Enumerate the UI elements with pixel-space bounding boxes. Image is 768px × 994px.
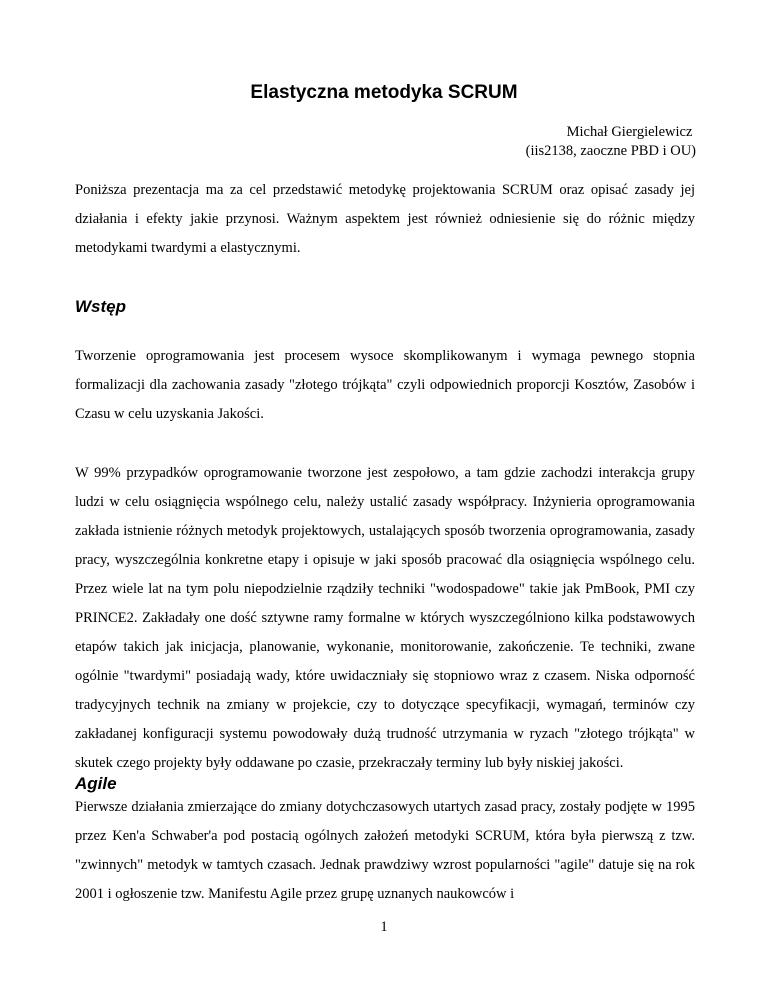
- document-title: Elastyczna metodyka SCRUM: [250, 82, 518, 103]
- wstep-paragraph-2: W 99% przypadków oprogramowanie tworzone jest zespołowo, a tam gdzie zachodzi interakcja grupy ludzi w celu osiągnięcia wspólnego celu, należy ustalić zasady współpracy. Inżynieria oprogramowania zakłada istnienie różnych metodyk projektowych, ustalających sposób tworzenia oprogramowania, zasady pracy, wyszczególnia konkretne etapy i opisuje w jaki sposób pracować dla osiągnięcia wspólnego celu. Przez wiele lat na tym polu niepodzielnie rządziły techniki "wodospadowe" takie jak PmBook, PMI czy PRINCE2. Zakładały one dość sztywne ramy formalne w których wyszczególniono kilka podstawowych etapów takich jak inicjacja, planowanie, wykonanie, monitorowanie, zakończenie. Te techniki, zwane ogólnie "twardymi" posiadają wady, które uwidaczniały się stopniowo wraz z czasem. Niska odporność tradycyjnych technik na zmiany w projekcie, czy to dotyczące specyfikacji, wymagań, terminów czy zakładanej konfiguracji systemu powodowały dużą trudność utrzymania w ryzach "złotego trójkąta" w skutek czego projekty były oddawane po czasie, przekraczały terminy lub były niskiej jakości.: [75, 465, 695, 771]
- wstep-paragraph-1: Tworzenie oprogramowania jest procesem wysoce skomplikowanym i wymaga pewnego stopnia formalizacji dla zachowania zasady "złotego trójkąta" czyli odpowiednich proporcji Kosztów, Zasobów i Czasu w celu uzyskania Jakości.: [75, 348, 695, 422]
- author-block: [526, 123, 696, 161]
- author-details: (iis2138, zaoczne PBD i OU): [525, 143, 696, 159]
- page-number: 1: [380, 919, 388, 935]
- section-heading-wstep: Wstęp: [75, 297, 126, 316]
- author-name: Michał Giergielewicz: [566, 124, 696, 140]
- agile-paragraph-1: Pierwsze działania zmierzające do zmiany dotychczasowych utartych zasad pracy, zostały podjęte w 1995 przez Ken'a Schwaber'a pod postacią ogólnych założeń metodyki SCRUM, która była pierwszą z tzw. "zwinnych" metodyk w tamtych czasach. Jednak prawdziwy wzrost popularności "agile" datuje się na rok 2001 i ogłoszenie tzw. Manifestu Agile przez grupę uznanych naukowców i: [75, 799, 695, 902]
- section-heading-agile: Agile: [75, 774, 117, 793]
- intro-paragraph: Poniższa prezentacja ma za cel przedstawić metodykę projektowania SCRUM oraz opisać zasady jej działania i efekty jakie przynosi. Ważnym aspektem jest również odniesienie się do różnic między metodykami twardymi a elastycznymi.: [75, 182, 695, 256]
